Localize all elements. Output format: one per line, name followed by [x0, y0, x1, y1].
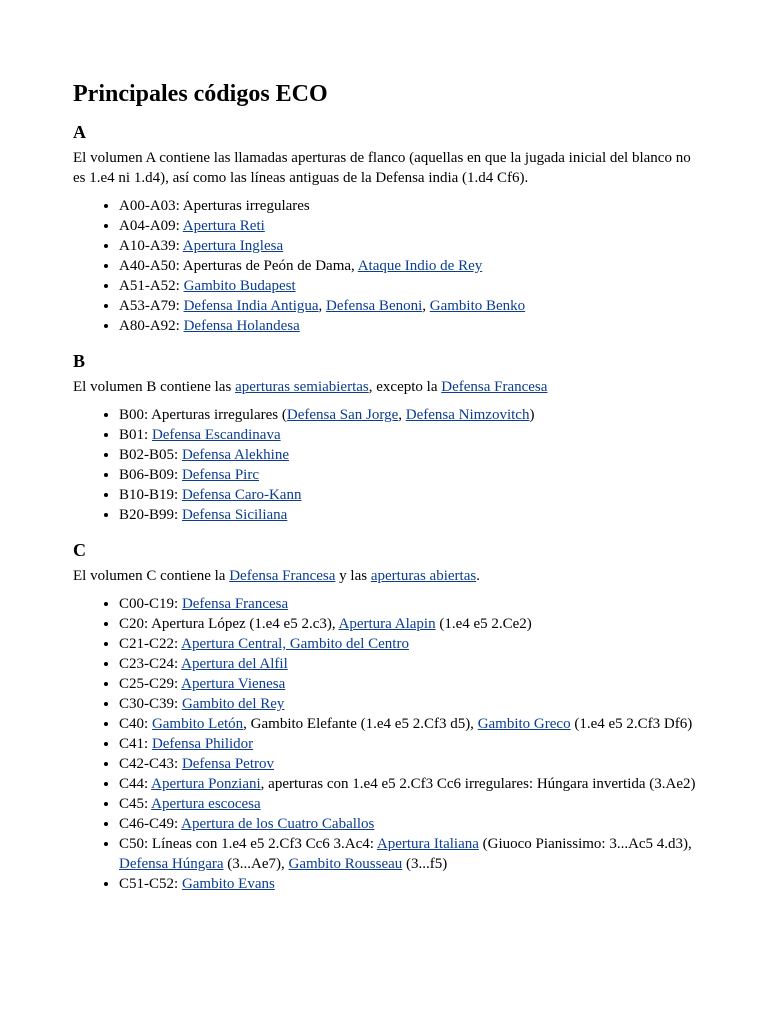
text-fragment: A04-A09: — [119, 218, 183, 234]
section-b-list — [73, 405, 698, 525]
link-gambito-leton[interactable]: Gambito Letón — [151, 716, 244, 732]
list-item — [119, 714, 698, 734]
link-apertura-central-gambito-del-centro[interactable]: Apertura Central, Gambito del Centro — [181, 636, 409, 652]
list-item — [119, 316, 698, 336]
text-fragment: C30-C39: — [119, 696, 182, 712]
list-item — [119, 296, 698, 316]
list-item — [119, 654, 698, 674]
link-defensa-caro-kann[interactable]: Defensa Caro-Kann — [181, 487, 302, 503]
list-item — [119, 634, 698, 654]
list-item — [119, 834, 698, 874]
text-fragment: C44: — [119, 776, 152, 792]
list-item — [119, 425, 698, 445]
link-defensa-nimzovitch[interactable]: Defensa Nimzovitch — [405, 407, 530, 423]
section-c-list — [73, 594, 698, 894]
section-c-intro — [73, 566, 698, 586]
link-apertura-vienesa[interactable]: Apertura Vienesa — [181, 676, 286, 692]
link-gambito-del-rey[interactable]: Gambito del Rey — [181, 696, 285, 712]
text-fragment: A53-A79: — [119, 298, 184, 314]
link-apertura-ponziani[interactable]: Apertura Ponziani — [151, 776, 261, 792]
list-item — [119, 754, 698, 774]
link-defensa-india-antigua[interactable]: Defensa India Antigua — [183, 298, 319, 314]
list-item — [119, 614, 698, 634]
link-gambito-evans[interactable]: Gambito Evans — [181, 876, 275, 892]
text-fragment: C42-C43: — [119, 756, 182, 772]
text-fragment: B01: — [119, 427, 152, 443]
text-fragment: (1.e4 e5 2.Cf3 Df6) — [570, 716, 693, 732]
link-gambito-budapest[interactable]: Gambito Budapest — [183, 278, 296, 294]
text-fragment: , — [422, 298, 430, 314]
link-apertura-del-alfil[interactable]: Apertura del Alfil — [181, 656, 288, 672]
text-fragment: , — [318, 298, 327, 314]
link-gambito-greco[interactable]: Gambito Greco — [477, 716, 571, 732]
text-fragment: A80-A92: — [119, 318, 184, 334]
list-item — [119, 236, 698, 256]
text-fragment: . — [476, 568, 480, 584]
list-item — [119, 674, 698, 694]
text-fragment: ) — [529, 407, 535, 423]
link-apertura-de-los-cuatro-caballos[interactable]: Apertura de los Cuatro Caballos — [181, 816, 375, 832]
link-apertura-italiana[interactable]: Apertura Italiana — [376, 836, 479, 852]
list-item — [119, 216, 698, 236]
list-item — [119, 594, 698, 614]
text-fragment: B20-B99: — [119, 507, 182, 523]
section-a-heading: A — [73, 122, 86, 142]
text-fragment: C40: — [119, 716, 152, 732]
text-fragment: C25-C29: — [119, 676, 182, 692]
section-b — [73, 350, 698, 525]
list-item — [119, 445, 698, 465]
link-defensa-siciliana[interactable]: Defensa Siciliana — [181, 507, 288, 523]
text-fragment: B02-B05: — [119, 447, 182, 463]
text-fragment: C50: Líneas con 1.e4 e5 2.Cf3 Cc6 3.Ac4: — [119, 836, 377, 852]
link-apertura-reti[interactable]: Apertura Reti — [182, 218, 265, 234]
link-defensa-philidor[interactable]: Defensa Philidor — [151, 736, 254, 752]
link-apertura-inglesa[interactable]: Apertura Inglesa — [182, 238, 284, 254]
text-fragment: (3...Ae7), — [223, 856, 289, 872]
text-fragment: C21-C22: — [119, 636, 182, 652]
link-defensa-escandinava[interactable]: Defensa Escandinava — [151, 427, 281, 443]
text-fragment: C41: — [119, 736, 152, 752]
section-a-list — [73, 196, 698, 336]
text-fragment: B10-B19: — [119, 487, 182, 503]
list-item — [119, 256, 698, 276]
list-item — [119, 485, 698, 505]
text-fragment: C46-C49: — [119, 816, 182, 832]
link-apertura-alapin[interactable]: Apertura Alapin — [338, 616, 436, 632]
list-item — [119, 465, 698, 485]
text-fragment: C51-C52: — [119, 876, 182, 892]
list-item — [119, 405, 698, 425]
section-b-heading: B — [73, 351, 86, 371]
text-fragment: El volumen B contiene las — [73, 379, 236, 395]
text-fragment: El volumen C contiene la — [73, 568, 230, 584]
text-fragment: C45: — [119, 796, 152, 812]
link-defensa-petrov[interactable]: Defensa Petrov — [181, 756, 274, 772]
section-c — [73, 539, 698, 894]
link-defensa-francesa[interactable]: Defensa Francesa — [441, 379, 548, 395]
section-a — [73, 121, 698, 336]
text-fragment: , aperturas con 1.e4 e5 2.Cf3 Cc6 irregulares: Húngara invertida (3.Ae2) — [260, 776, 696, 792]
list-item — [119, 814, 698, 834]
text-fragment: C20: Apertura López (1.e4 e5 2.c3), — [119, 616, 339, 632]
link-ataque-indio-de-rey[interactable]: Ataque Indio de Rey — [357, 258, 483, 274]
text-fragment: C00-C19: — [119, 596, 182, 612]
link-aperturas-semiabiertas[interactable]: aperturas semiabiertas — [235, 379, 369, 395]
text-fragment: , — [398, 407, 406, 423]
text-fragment: A00-A03: Aperturas irregulares — [119, 198, 310, 214]
text-fragment: , excepto la — [368, 379, 442, 395]
list-item — [119, 694, 698, 714]
link-defensa-francesa[interactable]: Defensa Francesa — [229, 568, 336, 584]
page-title: Principales códigos ECO — [73, 81, 328, 107]
list-item — [119, 734, 698, 754]
text-fragment: (1.e4 e5 2.Ce2) — [435, 616, 532, 632]
list-item — [119, 505, 698, 525]
list-item — [119, 276, 698, 296]
link-defensa-benoni[interactable]: Defensa Benoni — [326, 298, 423, 314]
text-fragment: C23-C24: — [119, 656, 182, 672]
list-item — [119, 196, 698, 216]
link-defensa-holandesa[interactable]: Defensa Holandesa — [183, 318, 300, 334]
link-aperturas-abiertas[interactable]: aperturas abiertas — [370, 568, 477, 584]
link-defensa-alekhine[interactable]: Defensa Alekhine — [181, 447, 289, 463]
link-defensa-francesa[interactable]: Defensa Francesa — [181, 596, 289, 612]
link-gambito-benko[interactable]: Gambito Benko — [429, 298, 526, 314]
link-defensa-hungara[interactable]: Defensa Húngara — [119, 856, 224, 872]
link-apertura-escocesa[interactable]: Apertura escocesa — [151, 796, 261, 812]
text-fragment: y las — [335, 568, 371, 584]
text-fragment: A40-A50: Aperturas de Peón de Dama, — [119, 258, 358, 274]
link-gambito-rousseau[interactable]: Gambito Rousseau — [288, 856, 403, 872]
section-a-intro: El volumen A contiene las llamadas aperturas de flanco (aquellas en que la jugada inicial del blanco no es 1.e4 ni 1.d4), así como las líneas antiguas de la Defensa india (1.d4 Cf6). — [73, 150, 691, 186]
text-fragment: B00: Aperturas irregulares ( — [119, 407, 287, 423]
text-fragment: (3...f5) — [402, 856, 448, 872]
list-item — [119, 794, 698, 814]
text-fragment: A51-A52: — [119, 278, 184, 294]
list-item — [119, 874, 698, 894]
text-fragment: B06-B09: — [119, 467, 182, 483]
section-b-intro — [73, 377, 698, 397]
text-fragment: A10-A39: — [119, 238, 183, 254]
section-c-heading: C — [73, 540, 86, 560]
text-fragment: (Giuoco Pianissimo: 3...Ac5 4.d3), — [478, 836, 692, 852]
list-item — [119, 774, 698, 794]
link-defensa-san-jorge[interactable]: Defensa San Jorge — [286, 407, 399, 423]
link-defensa-pirc[interactable]: Defensa Pirc — [181, 467, 259, 483]
text-fragment: , Gambito Elefante (1.e4 e5 2.Cf3 d5), — [243, 716, 478, 732]
